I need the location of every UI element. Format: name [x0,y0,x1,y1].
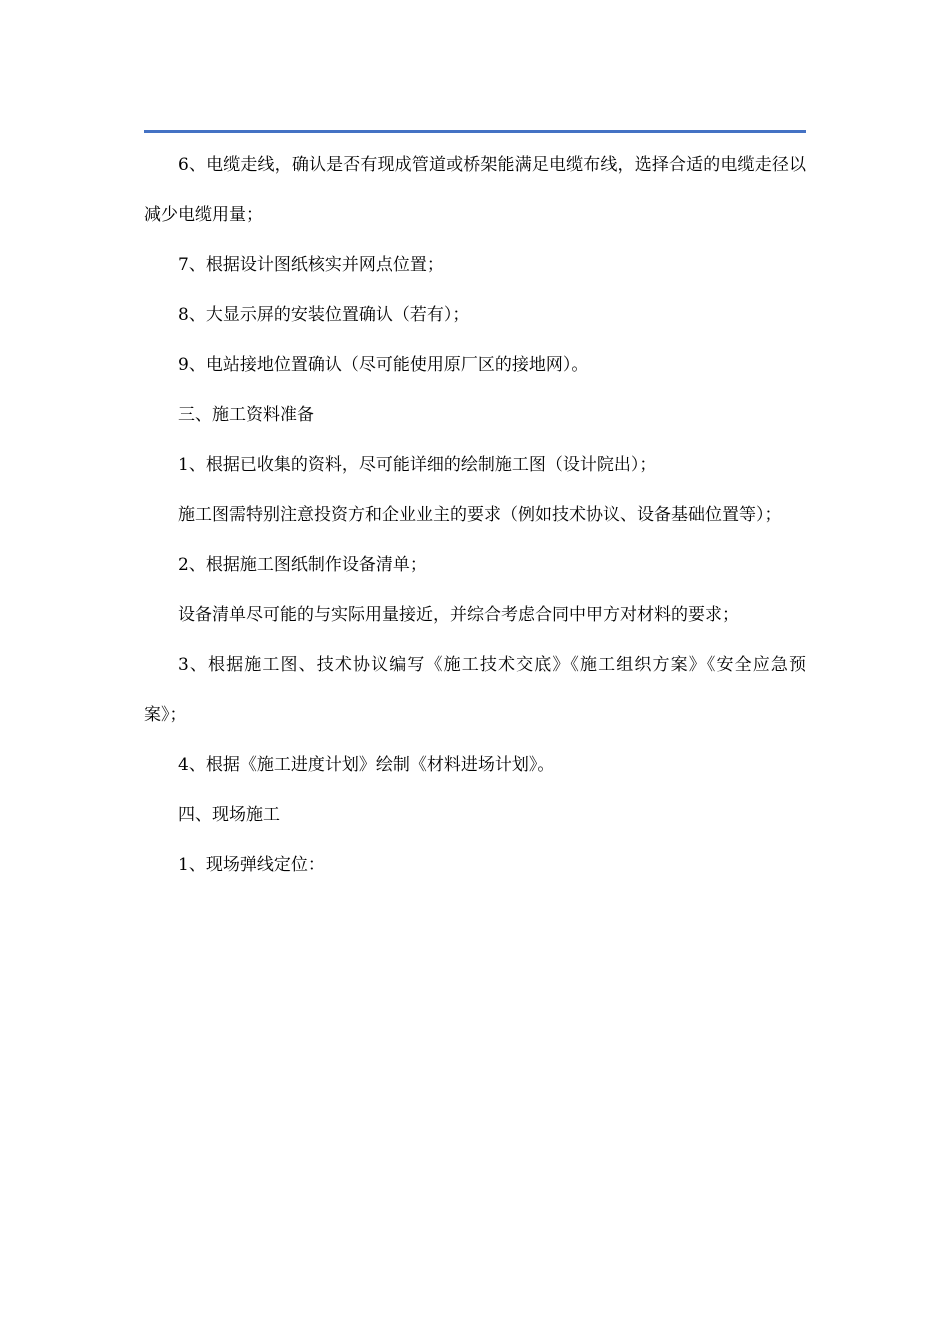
paragraph-drawing-requirements: 施工图需特别注意投资方和企业业主的要求（例如技术协议、设备基础位置等）； [178,505,782,525]
document-body [144,140,806,890]
paragraph-construction-drawing: 1、根据已收集的资料，尽可能详细的绘制施工图（设计院出）； [178,455,657,475]
paragraph-line-positioning: 1、现场弹线定位： [178,855,325,875]
paragraph-technical-documents: 3、根据施工图、技术协议编写《施工技术交底》《施工组织方案》《安全应急预案》； [144,655,806,725]
paragraph-grounding: 9、电站接地位置确认（尽可能使用原厂区的接地网）。 [178,355,589,375]
section-heading-construction-docs: 三、施工资料准备 [178,405,314,425]
paragraph-material-plan: 4、根据《施工进度计划》绘制《材料进场计划》。 [178,755,555,775]
paragraph-equipment-list: 2、根据施工图纸制作设备清单； [178,555,427,575]
header-rule [144,130,806,133]
paragraph-list-accuracy: 设备清单尽可能的与实际用量接近，并综合考虑合同中甲方对材料的要求； [178,605,739,625]
paragraph-grid-point: 7、根据设计图纸核实并网点位置； [178,255,444,275]
paragraph-cable-routing: 6、电缆走线，确认是否有现成管道或桥架能满足电缆布线，选择合适的电缆走径以减少电缆用量； [144,155,806,225]
section-heading-site-construction: 四、现场施工 [178,805,280,825]
paragraph-display-screen: 8、大显示屏的安装位置确认（若有）； [178,305,470,325]
